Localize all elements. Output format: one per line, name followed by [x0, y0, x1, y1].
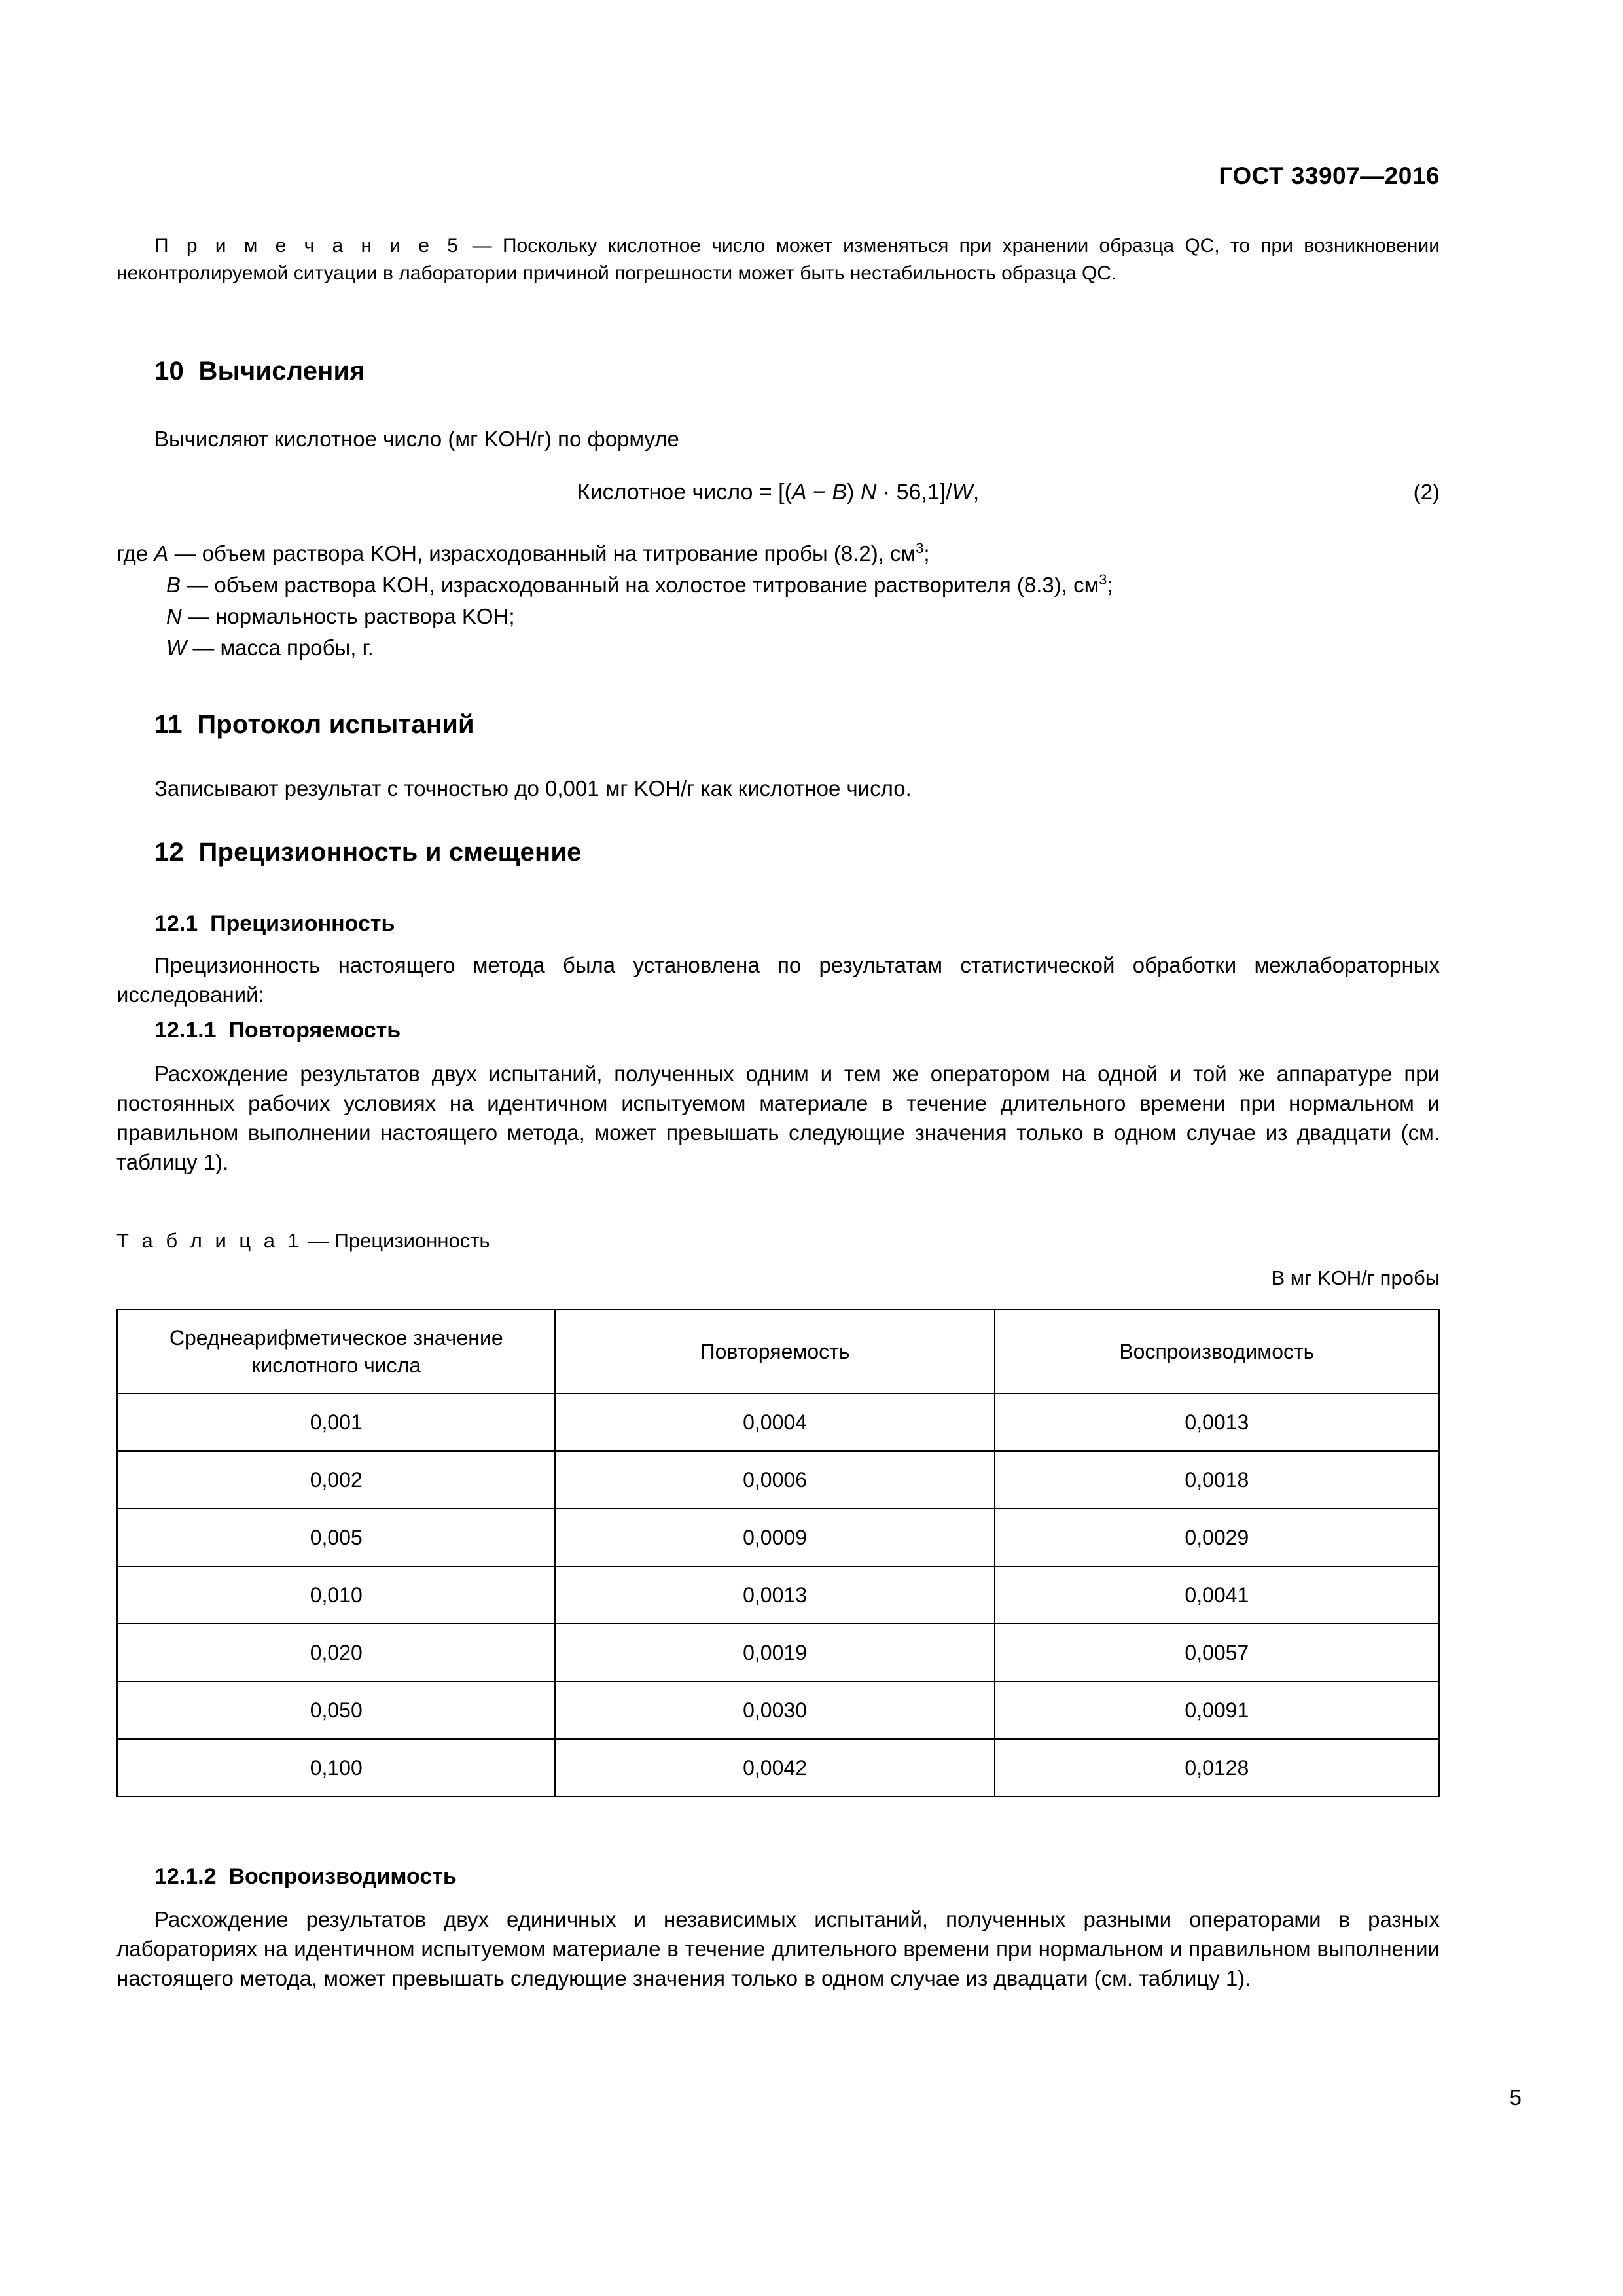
note-5	[116, 232, 1440, 287]
section-12-1-2-title: Воспроизводимость	[228, 1864, 457, 1889]
section-12-1-1-title: Повторяемость	[228, 1018, 401, 1043]
table-row	[117, 1451, 1439, 1509]
column-header-mean-line1: Среднеарифметическое значение	[169, 1326, 503, 1350]
definition-n	[116, 601, 1440, 632]
formula-var-w: W	[952, 480, 973, 505]
table-row	[117, 1509, 1439, 1566]
formula-var-a: A	[791, 480, 807, 505]
paragraph-12-1-1-text: Расхождение результатов двух испытаний, полученных одним и тем же оператором на одной и той же аппаратуре при постоянных рабочих условиях на идентичном испытуемом материале в течение длительного времени при нормальном и правильном выполнении настоящего метода, может превышать следующие значения только в одном случае из двадцати (см. таблицу 1).	[116, 1062, 1440, 1174]
cell-reproducibility: 0,0041	[995, 1566, 1439, 1624]
formula-number: (2)	[1413, 480, 1440, 504]
formula-tail: ,	[972, 480, 980, 505]
cell-repeatability: 0,0030	[555, 1681, 994, 1739]
table-row	[117, 1624, 1439, 1681]
note-dash: —	[461, 235, 503, 257]
table-row	[117, 1393, 1439, 1451]
definition-n-text: — нормальность раствора KOH;	[181, 604, 515, 628]
section-11-title: Протокол испытаний	[197, 710, 474, 739]
section-12-title: Прецизионность и смещение	[198, 838, 582, 867]
section-10-title: Вычисления	[198, 357, 365, 386]
section-heading-12-1-1	[154, 1018, 401, 1043]
cell-mean: 0,100	[117, 1739, 555, 1797]
definition-b	[116, 569, 1440, 601]
cell-mean: 0,020	[117, 1624, 555, 1681]
formula-mid: )	[847, 480, 861, 505]
table-caption-title: Прецизионность	[334, 1229, 490, 1252]
formula-definitions	[116, 538, 1440, 664]
column-header-repeatability: Повторяемость	[555, 1310, 994, 1393]
table-row	[117, 1566, 1439, 1624]
cell-mean: 0,050	[117, 1681, 555, 1739]
section-heading-11	[154, 710, 474, 740]
paragraph-calc-intro: Вычисляют кислотное число (мг KOH/г) по формуле	[154, 427, 679, 451]
paragraph-section-12-1	[116, 950, 1440, 1009]
cell-mean: 0,005	[117, 1509, 555, 1566]
note-label: П р и м е ч а н и е 5	[154, 235, 462, 257]
section-12-1-title: Прецизионность	[210, 911, 395, 936]
cell-repeatability: 0,0006	[555, 1451, 994, 1509]
cell-reproducibility: 0,0057	[995, 1624, 1439, 1681]
precision-table	[116, 1309, 1440, 1797]
column-header-mean-line2: кислотного числа	[251, 1354, 421, 1377]
cell-reproducibility: 0,0013	[995, 1393, 1439, 1451]
definition-b-end: ;	[1107, 573, 1113, 597]
cell-repeatability: 0,0009	[555, 1509, 994, 1566]
paragraph-section-11: Записывают результат с точностью до 0,001 мг KOH/г как кислотное число.	[154, 776, 912, 800]
cell-mean: 0,010	[117, 1566, 555, 1624]
definition-b-sup: 3	[1099, 571, 1107, 588]
formula-minus: −	[806, 480, 832, 505]
column-header-reproducibility: Воспроизводимость	[995, 1310, 1439, 1393]
definition-a-symbol: A	[154, 541, 169, 565]
table-body	[117, 1393, 1439, 1797]
definition-a-text: — объем раствора KOH, израсходованный на титрование пробы (8.2), см	[168, 541, 916, 565]
definition-w-symbol: W	[166, 636, 187, 660]
formula-var-n: N	[860, 480, 877, 505]
table-units-label: В мг KOH/г пробы	[1271, 1266, 1440, 1289]
table-row	[117, 1739, 1439, 1797]
where-label: где	[116, 541, 154, 565]
table-caption-label: Т а б л и ц а 1	[116, 1229, 303, 1252]
section-12-1-number: 12.1	[154, 911, 198, 936]
table-caption	[116, 1229, 490, 1253]
table-head	[117, 1310, 1439, 1393]
formula-factor: · 56,1]/	[876, 480, 952, 505]
section-12-number: 12	[154, 838, 184, 867]
section-12-1-1-number: 12.1.1	[154, 1018, 217, 1043]
definition-b-symbol: B	[166, 573, 181, 597]
cell-reproducibility: 0,0029	[995, 1509, 1439, 1566]
definition-a-sup: 3	[916, 540, 924, 556]
cell-reproducibility: 0,0091	[995, 1681, 1439, 1739]
section-11-number: 11	[154, 710, 183, 739]
section-heading-10	[154, 357, 365, 386]
note-text: Поскольку кислотное число может изменяться при хранении образца QC, то при возникновении неконтролируемой ситуации в лаборатории причиной погрешности может быть нестабильность образца QC.	[116, 235, 1440, 284]
definition-n-symbol: N	[166, 604, 182, 628]
cell-repeatability: 0,0004	[555, 1393, 994, 1451]
paragraph-section-12-1-2	[116, 1905, 1440, 1993]
cell-reproducibility: 0,0018	[995, 1451, 1439, 1509]
formula-lhs: Кислотное число = [(	[577, 480, 792, 505]
definition-b-text: — объем раствора KOH, израсходованный на холостое титрование растворителя (8.3), см	[181, 573, 1099, 597]
page-number: 5	[1509, 2085, 1522, 2109]
section-10-number: 10	[154, 357, 184, 386]
cell-reproducibility: 0,0128	[995, 1739, 1439, 1797]
formula-2-row	[116, 480, 1440, 505]
definition-a	[116, 538, 1440, 569]
table-caption-dash: —	[302, 1229, 334, 1252]
running-header: ГОСТ 33907—2016	[1219, 162, 1440, 189]
cell-repeatability: 0,0042	[555, 1739, 994, 1797]
section-heading-12	[154, 838, 582, 867]
table-header-row	[117, 1310, 1439, 1393]
cell-mean: 0,001	[117, 1393, 555, 1451]
section-heading-12-1	[154, 911, 395, 937]
paragraph-12-1-2-text: Расхождение результатов двух единичных и независимых испытаний, полученных разными операторами в разных лабораториях на идентичном испытуемом материале в течение длительного времени при нормальном и правильном выполнении настоящего метода, может превышать следующие значения только в одном случае из двадцати (см. таблицу 1).	[116, 1907, 1440, 1990]
definition-w-text: — масса пробы, г.	[187, 636, 374, 660]
paragraph-12-1-text: Прецизионность настоящего метода была установлена по результатам статистической обработки межлабораторных исследований:	[116, 953, 1440, 1007]
column-header-mean-acid-number	[117, 1310, 555, 1393]
cell-repeatability: 0,0019	[555, 1624, 994, 1681]
definition-a-end: ;	[923, 541, 930, 565]
paragraph-section-12-1-1	[116, 1059, 1440, 1177]
section-heading-12-1-2	[154, 1864, 457, 1890]
definition-w	[116, 632, 1440, 664]
table-row	[117, 1681, 1439, 1739]
cell-repeatability: 0,0013	[555, 1566, 994, 1624]
formula-var-b: B	[832, 480, 847, 505]
formula-2	[116, 480, 1440, 505]
cell-mean: 0,002	[117, 1451, 555, 1509]
section-12-1-2-number: 12.1.2	[154, 1864, 217, 1889]
